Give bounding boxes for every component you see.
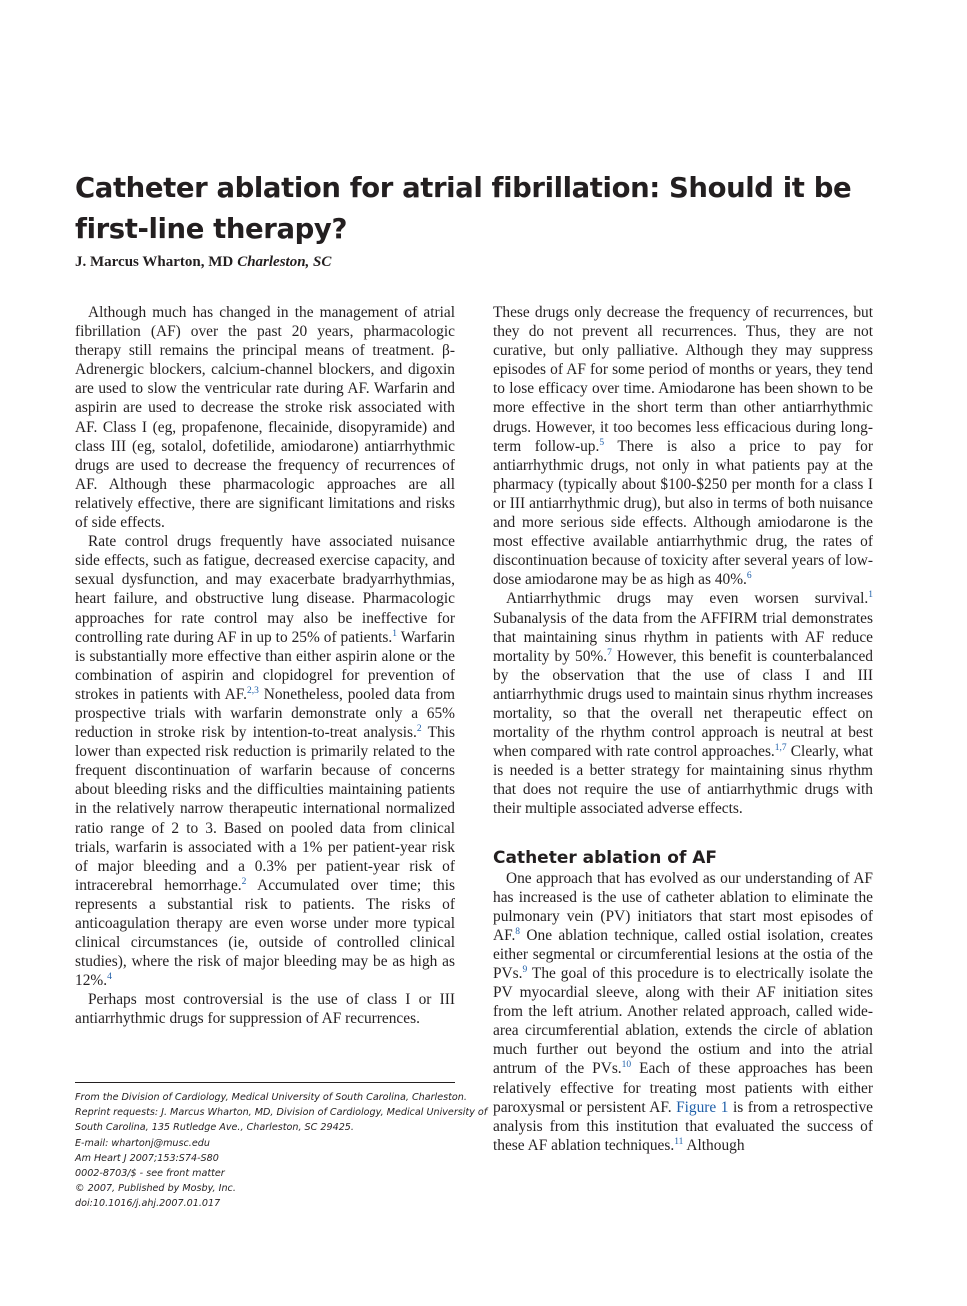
citation-link[interactable]: 7 (607, 647, 612, 658)
citation-link[interactable]: 1 (868, 590, 873, 601)
right-column (493, 303, 873, 1155)
footnote-divider (75, 1082, 455, 1083)
paragraph: Although much has changed in the management of atrial fibrillation (AF) over the past 20 years, pharmacologic therapy still remains the principal means of treatment. β-Adrenergic blockers, calcium-channel blockers, and digoxin are used to slow the ventricular rate during AF. Warfarin and aspirin are used to decrease the stroke risk associated with AF. Class I (eg, propafenone, flecainide, disopyramide) and class III (eg, sotalol, dofetilide, amiodarone) antiarrhythmic drugs are used to decrease the frequency of recurrences of AF. Although these pharmacologic approaches are all relatively effective, there are significant limitations and risks of side effects. (75, 304, 455, 532)
citation-link[interactable]: 5 (599, 437, 605, 448)
figure-link[interactable]: Figure 1 (676, 1098, 729, 1116)
author-location: Charleston, SC (237, 254, 332, 270)
left-column (75, 303, 455, 1029)
section-heading: Catheter ablation of AF (493, 847, 718, 868)
footnote-copyright: © 2007, Published by Mosby, Inc. (75, 1183, 236, 1195)
article-title: Catheter ablation for atrial fibrillation: Should it be first-line therapy? (75, 172, 852, 245)
paragraph: Rate control drugs frequently have associated nuisance side effects, such as fatigue, decreased exercise capacity, and sexual dysfunction, and may exacerbate bradyarrhythmias, heart failure, and obstructive lung disease. Pharmacologic approaches for rate control may also be ineffective for controlling rate during AF in up to 25% of patients.$^1$ Warfarin is substantially more effective than either aspirin alone or the combination of aspirin and clopidogrel for prevention of strokes in patients with AF.$^{2,3}$ Nonetheless, pooled data from prospective trials with warfarin demonstrate only a 65% reduction in stroke risk by intention-to-treat analysis.$^2$ This lower than expected risk reduction is primarily related to the frequent discontinuation of warfarin because of concerns about bleeding risks and the difficulties maintaining patients in the relatively narrow therapeutic international normalized ratio range of 2 to 3. Based on pooled data from clinical trials, warfarin is associated with a 1% per patient-year risk of major bleeding and a 0.3% per patient-year risk of intracerebral hemorrhage.$^2$ Accumulated over time; this represents a substantial risk to patients. The risks of anticoagulation therapy are even worse under more typical clinical circumstances (ie, outside of controlled clinical studies), where the risk of major bleeding may be as high as 12%.$^4$ (75, 533, 456, 990)
citation-link[interactable]: 1 (392, 628, 398, 639)
paragraph: Perhaps most controversial is the use of class I or III antiarrhythmic drugs for suppression of AF recurrences. (75, 991, 455, 1028)
paragraph: One approach that has evolved as our understanding of AF has increased is the use of catheter ablation to eliminate the pulmonary vein (PV) initiators that start most episodes of AF.$^8$ One ablation technique, called ostial isolation, creates either segmental or circumferential lesions at the ostia of the PVs.$^9$ The goal of this procedure is to electrically isolate the PV myocardial sleeve, along with their AF initiation sites from the left atrium. Another related approach, called wide-area circumferential ablation, extends the circle of ablation much further out beyond the ostium and into the atrial antrum of the PVs.$^{10}$ Each of these approaches has been relatively effective for treating most patients with either paroxysmal or persistent AF. Figure 1 is from a retrospective analysis from this institution that evaluated the success of these AF ablation techniques.$^{11}$ Although (493, 869, 873, 1154)
citation-link[interactable]: 2,3 (246, 685, 259, 696)
citation-link[interactable]: 9 (522, 964, 528, 975)
footnote-issn: 0002-8703/$ - see front matter (75, 1168, 225, 1180)
byline (75, 252, 331, 272)
paragraph: These drugs only decrease the frequency of recurrences, but they do not prevent all recurrences. Thus, they are not curative, but only palliative. Although they may suppress episodes of AF for some period of months or years, they tend to lose efficacy over time. Amiodarone has been shown to be more effective in the short term than other antiarrhythmic drugs. However, it too becomes less efficacious during long-term follow-up.$^5$ There is also a price to pay for antiarrhythmic drugs, not only in what patients pay at the pharmacy (typically about $100-$250 per month for a class I or III antiarrhythmic drug), but also in terms of both nuisance and more serious side effects. Although amiodarone is the most effective available antiarrhythmic drug, the rates of discontinuation because of toxicity after several years of low-dose amiodarone may be as high as 40%.$^6$ (493, 304, 873, 589)
citation-link[interactable]: 4 (107, 972, 112, 983)
footnote-journal: Am Heart J 2007;153:S74-S80 (75, 1152, 219, 1164)
footnote-affiliation: From the Division of Cardiology, Medical University of South Carolina, Charleston. (75, 1092, 467, 1103)
footnote-doi[interactable]: doi:10.1016/j.ahj.2007.01.017 (75, 1198, 221, 1210)
citation-link[interactable]: 10 (621, 1060, 632, 1071)
footnotes (75, 1090, 488, 1212)
paragraph: Antiarrhythmic drugs may even worsen survival.$^1$ Subanalysis of the data from the AFFIRM trial demonstrates that maintaining sinus rhythm in patients with AF reduce mortality by 50%.$^7$ However, this benefit is counterbalanced by the observation that the use of class I and III antiarrhythmic drugs used to maintain sinus rhythm increases mortality, so that the overall net therapeutic effect on mortality of the rhythm control approach is neutral at best when compared with rate control approaches.$^{1,7}$ Clearly, what is needed is a better strategy for maintaining sinus rhythm that does not require the use of antiarrhythmic drugs with their multiple associated adverse effects. (493, 590, 873, 818)
citation-link[interactable]: 2 (416, 723, 422, 734)
author-name: J. Marcus Wharton, MD (75, 254, 234, 270)
footnote-email[interactable]: E-mail: whartonj@musc.edu (75, 1137, 210, 1149)
citation-link[interactable]: 2 (241, 876, 247, 887)
citation-link[interactable]: 6 (746, 571, 752, 582)
footnote-reprint-address: South Carolina, 135 Rutledge Ave., Charleston, SC 29425. (75, 1122, 354, 1134)
citation-link[interactable]: 8 (515, 926, 521, 937)
citation-link[interactable]: 1,7 (774, 743, 787, 754)
citation-link[interactable]: 11 (674, 1136, 684, 1147)
footnote-reprint: Reprint requests: J. Marcus Wharton, MD, Division of Cardiology, Medical University of (75, 1107, 488, 1119)
